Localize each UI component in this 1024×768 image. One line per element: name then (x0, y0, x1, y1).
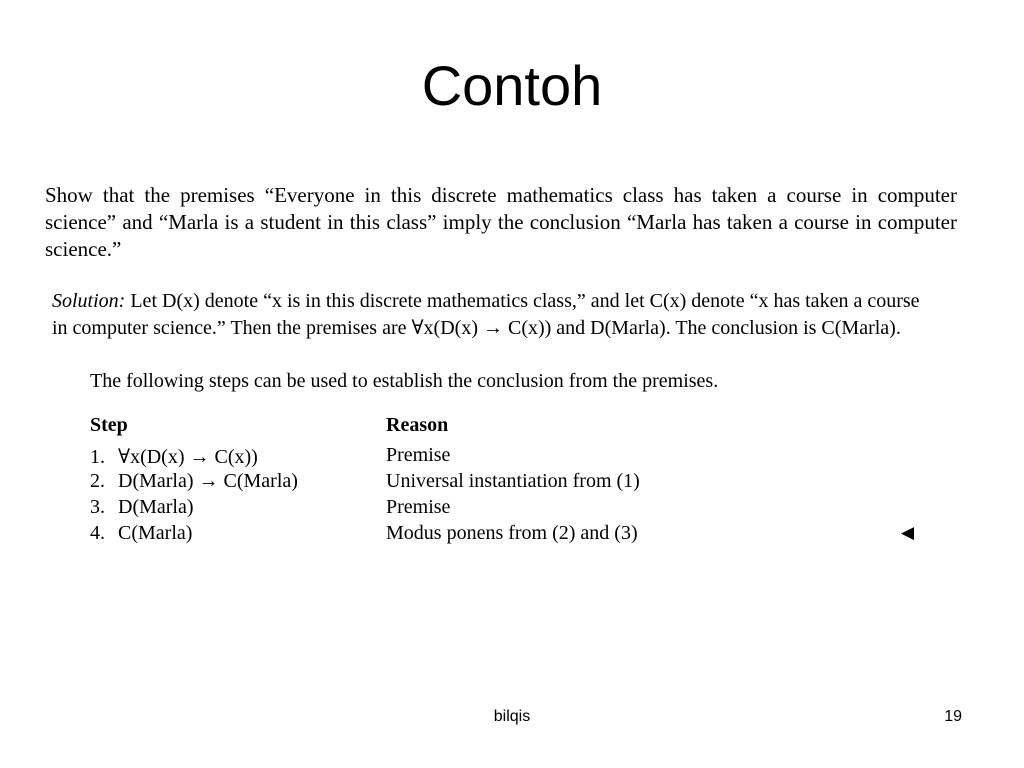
step-reason: Universal instantiation from (1) (386, 470, 640, 492)
solution-label: Solution: (52, 290, 126, 312)
step-column-header: Step (90, 414, 128, 436)
solution-text: Let D(x) denote “x is in this discrete mathematics class,” and let C(x) denote “x has taken a course in computer science.” Then the premises are ∀x(D(x) → C(x)) and D(Marla). The conclusion is C(Marla). (52, 290, 920, 339)
page-number: 19 (944, 708, 962, 725)
step-number: 1. (90, 446, 105, 468)
reason-column-header: Reason (386, 414, 449, 436)
table-row (90, 470, 906, 496)
table-row (90, 522, 906, 548)
step-formula: D(Marla) (118, 496, 194, 518)
footer-author: bilqis (493, 708, 531, 725)
table-row (90, 444, 906, 470)
problem-statement: Show that the premises “Everyone in this discrete mathematics class has taken a course in computer science” and “Marla is a student in this class” imply the conclusion “Marla has taken a course in computer science.” (45, 183, 957, 261)
step-number: 2. (90, 470, 105, 492)
step-reason: Modus ponens from (2) and (3) (386, 522, 638, 544)
table-row (90, 496, 906, 522)
step-formula: ∀x(D(x) → C(x)) (118, 446, 258, 468)
proof-steps-table (90, 414, 906, 548)
step-formula: D(Marla) → C(Marla) (118, 470, 298, 492)
steps-intro: The following steps can be used to establish the conclusion from the premises. (90, 370, 719, 392)
step-reason: Premise (386, 496, 451, 518)
step-reason: Premise (386, 444, 451, 466)
end-of-proof-icon: ◀ (901, 523, 915, 543)
slide-title: Contoh (421, 54, 603, 117)
step-number: 4. (90, 522, 105, 544)
table-header-row (90, 414, 906, 444)
solution-paragraph (52, 288, 922, 342)
step-number: 3. (90, 496, 105, 518)
step-formula: C(Marla) (118, 522, 193, 544)
